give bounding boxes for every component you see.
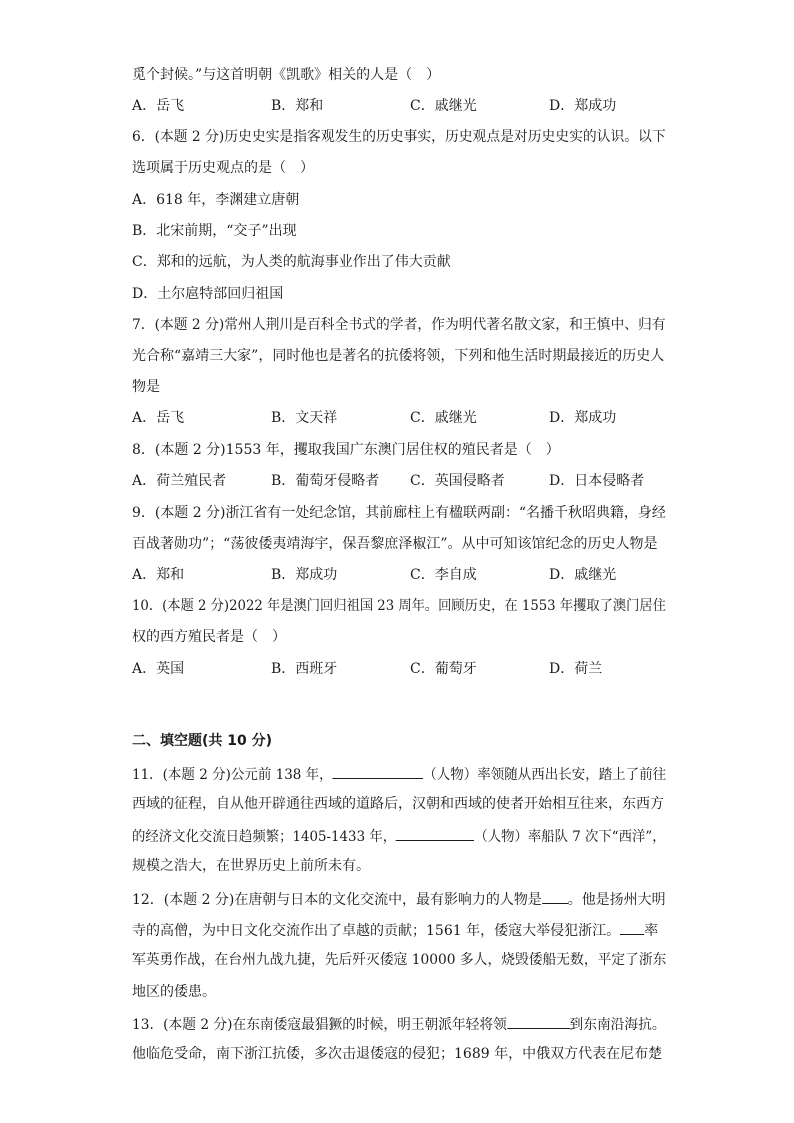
q9-stem-line2: 百战著勋功”；“荡彼倭夷靖海宇，保吾黎庶泽椒江”。从中可知该馆纪念的历史人物是	[132, 536, 658, 552]
q11-line3	[132, 826, 666, 846]
q5-stem-end: 觅个封候。”与这首明朝《凯歌》相关的人是（ ）	[132, 67, 441, 83]
q5-option-b: B．郑和	[271, 98, 324, 114]
q9-option-d: D．戚继光	[549, 567, 617, 583]
q11-text: （人物）率领随从西出长安，踏上了前往	[423, 767, 667, 783]
q10-option-c: C．葡萄牙	[410, 661, 477, 677]
q11-blank-1[interactable]	[333, 764, 424, 779]
q12-text: 率	[644, 923, 659, 939]
q11-text: （人物）率船队 7 次下“西洋”，	[474, 829, 666, 845]
q11-blank-2[interactable]	[396, 826, 474, 841]
q12-line1	[132, 889, 666, 909]
q6-option-d: D．土尔扈特部回归祖国	[132, 286, 284, 302]
q13-line1	[132, 1014, 666, 1034]
q9-option-c: C．李自成	[410, 567, 477, 583]
q11-text: 11．(本题 2 分)公元前 138 年，	[132, 767, 333, 783]
q7-option-a: A．岳飞	[132, 410, 185, 426]
q7-option-c: C．戚继光	[410, 410, 477, 426]
q10-option-b: B．西班牙	[271, 661, 338, 677]
q12-text: 。他是扬州大明	[567, 892, 666, 908]
q9-stem-line1: 9．(本题 2 分)浙江省有一处纪念馆，其前廊柱上有楹联两副：“名播千秋昭典籍，身经	[132, 505, 666, 521]
q11-line4: 规模之浩大，在世界历史上前所未有。	[132, 858, 370, 874]
q10-stem-line1: 10．(本题 2 分)2022 年是澳门回归祖国 23 周年。回顾历史，在 1553 年攫取了澳门居住	[132, 598, 666, 614]
section-title-fill-in: 二、填空题(共 10 分)	[132, 733, 273, 749]
q8-option-c: C．英国侵略者	[410, 473, 505, 489]
q8-option-b: B．葡萄牙侵略者	[271, 473, 380, 489]
q11-text: 的经济文化交流日趋频繁；1405-1433 年，	[132, 829, 397, 845]
q12-line4: 地区的倭患。	[132, 984, 216, 1000]
q5-option-a: A．岳飞	[132, 98, 185, 114]
q13-blank-1[interactable]	[507, 1014, 570, 1029]
q6-stem-line1: 6．(本题 2 分)历史史实是指客观发生的历史事实，历史观点是对历史史实的认识。以下	[132, 129, 666, 145]
q12-text: 寺的高僧，为中日文化交流作出了卓越的贡献；1561 年，倭寇大举侵犯浙江。	[132, 923, 621, 939]
q9-option-b: B．郑成功	[271, 567, 338, 583]
q10-option-a: A．英国	[132, 661, 185, 677]
q6-stem-line2: 选项属于历史观点的是（ ）	[132, 160, 314, 176]
q12-blank-2[interactable]	[620, 920, 644, 935]
q7-stem-line2: 光合称“嘉靖三大家”，同时他也是著名的抗倭将领，下列和他生活时期最接近的历史人	[132, 348, 665, 364]
q12-line3: 军英勇作战，在台州九战九捷，先后歼灭倭寇 10000 多人，烧毁倭船无数，平定了浙东	[132, 952, 667, 968]
q8-stem: 8．(本题 2 分)1553 年，攫取我国广东澳门居住权的殖民者是（ ）	[132, 442, 560, 458]
q6-option-a: A．618 年，李渊建立唐朝	[132, 192, 300, 208]
q9-option-a: A．郑和	[132, 567, 185, 583]
q7-stem-line1: 7．(本题 2 分)常州人荆川是百科全书式的学者，作为明代著名散文家，和王慎中、归有	[132, 317, 666, 333]
q13-text: 13．(本题 2 分)在东南倭寇最猖獗的时候，明王朝派年轻将领	[132, 1017, 507, 1033]
q6-option-b: B．北宋前期，“交子”出现	[132, 223, 297, 239]
q10-stem-line2: 权的西方殖民者是（ ）	[132, 629, 286, 645]
q5-option-c: C．戚继光	[410, 98, 477, 114]
q5-option-d: D．郑成功	[549, 98, 617, 114]
q8-option-d: D．日本侵略者	[549, 473, 645, 489]
q12-line2	[132, 920, 658, 940]
q8-option-a: A．荷兰殖民者	[132, 473, 227, 489]
q10-option-d: D．荷兰	[549, 661, 603, 677]
q13-text: 到东南沿海抗。	[569, 1017, 666, 1033]
q12-text: 12．(本题 2 分)在唐朝与日本的文化交流中，最有影响力的人物是	[132, 892, 542, 908]
q11-line1	[132, 764, 666, 784]
q6-option-c: C．郑和的远航，为人类的航海事业作出了伟大贡献	[132, 254, 451, 270]
q7-stem-line3: 物是	[132, 379, 160, 395]
q12-blank-1[interactable]	[542, 889, 568, 904]
q7-option-b: B．文天祥	[271, 410, 338, 426]
q13-line2: 他临危受命，南下浙江抗倭，多次击退倭寇的侵犯；1689 年，中俄双方代表在尼布楚	[132, 1046, 663, 1062]
q11-line2: 西域的征程，自从他开辟通往西域的道路后，汉朝和西域的使者开始相互往来，东西方	[132, 796, 664, 812]
q7-option-d: D．郑成功	[549, 410, 617, 426]
